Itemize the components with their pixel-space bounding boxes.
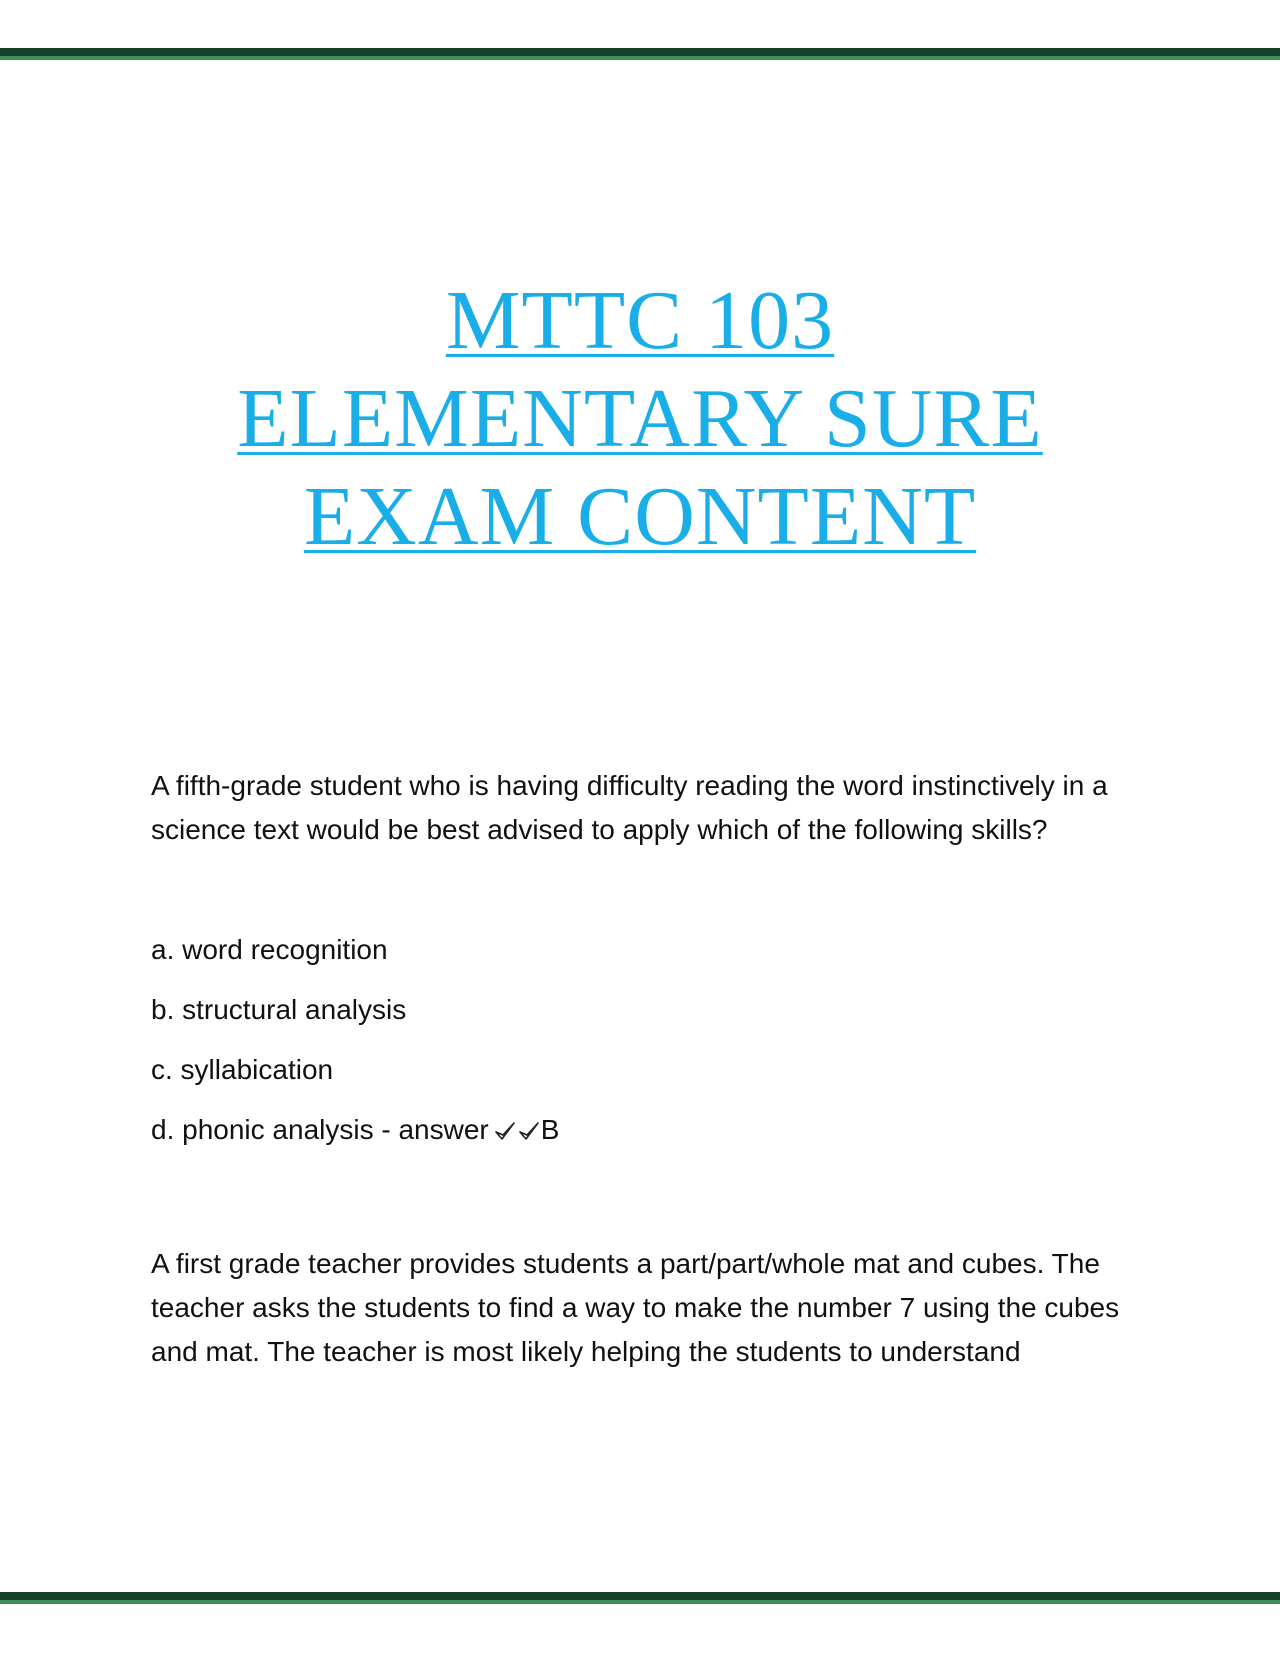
option-c: c. syllabication (151, 1054, 334, 1085)
top-rule-light (0, 56, 1280, 60)
check-mark-icon (517, 1116, 541, 1152)
bottom-rule-dark (0, 1592, 1280, 1600)
option-d-text: d. phonic analysis - answer (151, 1114, 489, 1145)
top-rule-dark (0, 48, 1280, 56)
check-mark-icon (493, 1116, 517, 1152)
title-line-2: ELEMENTARY SURE (237, 372, 1043, 465)
answer-letter: B (540, 1114, 560, 1145)
question-1-text: A fifth-grade student who is having difficulty reading the word instinctively in a science text would be best advised to apply which of the following skills? (151, 770, 1108, 845)
document-title (0, 272, 1280, 566)
question-1-options (151, 932, 1141, 1152)
title-line-1: MTTC 103 (445, 274, 835, 367)
top-rule (0, 48, 1280, 60)
question-2-text: A first grade teacher provides students a part/part/whole mat and cubes. The teacher asks the students to find a way to make the number 7 using the cubes and mat. The teacher is most likely helping the students to understand (151, 1248, 1120, 1367)
option-a: a. word recognition (151, 934, 388, 965)
title-line-3: EXAM CONTENT (303, 470, 977, 563)
bottom-rule-light (0, 1600, 1280, 1604)
option-b: b. structural analysis (151, 994, 407, 1025)
question-content (151, 764, 1141, 1374)
bottom-rule (0, 1592, 1280, 1604)
option-d (151, 1112, 1141, 1152)
